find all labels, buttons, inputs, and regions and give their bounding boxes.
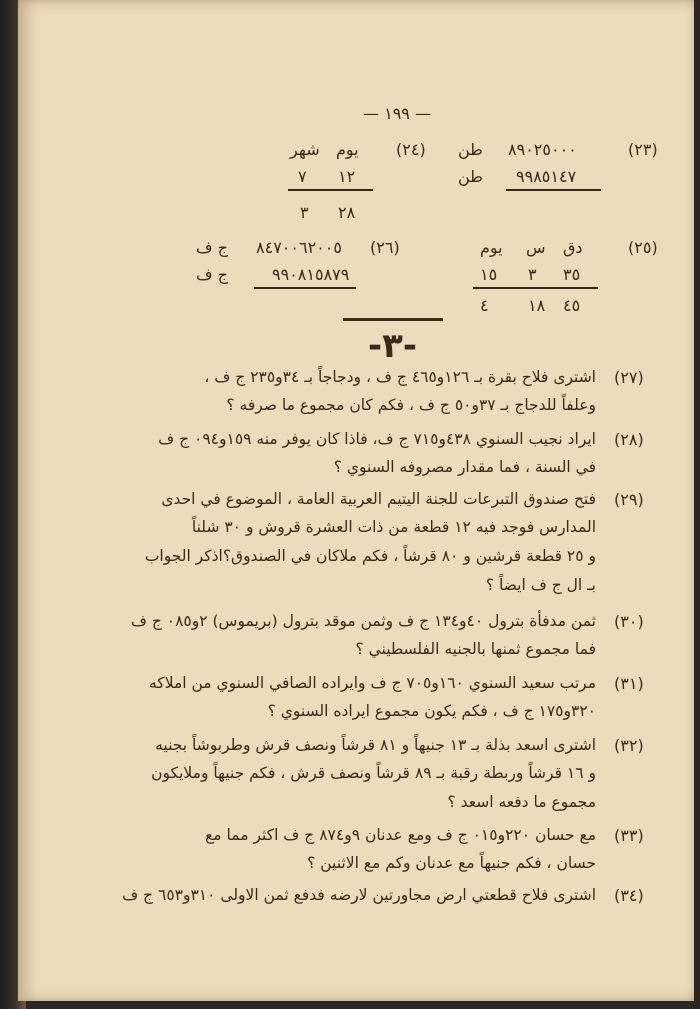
problem-32-line-1: اشترى اسعد بذلة بـ ١٣ جنيهاً و ٨١ قرشاً ونصف قرش وطربوشاً بجنيه bbox=[155, 736, 596, 754]
problem-26-value-2: ٩٩٠٨١٥٨٧٩ bbox=[272, 265, 350, 284]
problem-27-line-1: اشترى فلاح بقرة بـ ١٢٦و٤٦٥ ج ف ، ودجاجاً بـ ٣٤و٢٣٥ ج ف ، bbox=[204, 368, 596, 386]
problem-24-row1-month: ٧ bbox=[298, 167, 307, 186]
problem-34-line-1: اشترى فلاح قطعتي ارض مجاورتين لارضه فدفع ثمن الاولى ٣١٠و٦٥٣ ج ف bbox=[122, 886, 596, 904]
problem-23-sum-line bbox=[506, 189, 601, 191]
problem-27-number: (٢٧) bbox=[614, 368, 644, 387]
problem-25-row2-min: ٤٥ bbox=[563, 296, 581, 315]
problem-25-header-day: يوم bbox=[480, 238, 503, 257]
problem-30-line-1: ثمن مدفأة بترول ٤٠و١٣٤ ج ف وثمن موقد بترول (بريموس) ٢و٠٨٥ ج ف bbox=[130, 612, 596, 630]
problem-25-number: (٢٥) bbox=[628, 238, 658, 257]
problem-23-value-1: ٨٩٠٢٥٠٠٠ bbox=[508, 140, 577, 159]
problem-25-header-min: دق bbox=[563, 238, 583, 257]
problem-26-unit-2: ج ف bbox=[196, 265, 228, 284]
problem-25-sum-line bbox=[473, 287, 598, 289]
section-divider bbox=[343, 318, 443, 321]
problem-25-row2-hour: ١٨ bbox=[528, 296, 546, 315]
problem-28-line-1: ايراد نجيب السنوي ٤٣٨و٧١٥ ج ف، فاذا كان يوفر منه ١٥٩و٠٩٤ ج ف bbox=[158, 430, 596, 448]
problem-31-line-2: ٣٢٠و١٧٥ ج ف ، فكم يكون مجموع ايراده السنوي ؟ bbox=[267, 702, 596, 720]
problem-27-line-2: وعلفاً للدجاج بـ ٣٧و٥٠ ج ف ، فكم كان مجموع ما صرفه ؟ bbox=[226, 396, 596, 414]
problem-25-header-hour: س bbox=[526, 238, 546, 257]
problem-29-line-3: و ٢٥ قطعة قرشين و ٨٠ قرشاً ، فكم ملاكان في الصندوق؟اذكر الجواب bbox=[144, 547, 596, 565]
problem-34-number: (٣٤) bbox=[614, 886, 644, 905]
problem-29-line-2: المدارس فوجد فيه ١٢ قطعة من ذات العشرة قروش و ٣٠ شلناً bbox=[191, 518, 596, 536]
problem-23-number: (٢٣) bbox=[628, 140, 658, 159]
problem-31-number: (٣١) bbox=[614, 674, 644, 693]
problem-29-line-1: فتح صندوق التبرعات للجنة اليتيم العربية العامة ، الموضوع في احدى bbox=[161, 490, 596, 508]
problem-26-number: (٢٦) bbox=[370, 238, 400, 257]
problem-33-number: (٣٣) bbox=[614, 826, 644, 845]
problem-32-line-2: و ١٦ قرشاً وربطة رقبة بـ ٨٩ قرشاً ونصف قرش ، فكم جنيهاً وملايكون bbox=[151, 764, 596, 782]
problem-30-number: (٣٠) bbox=[614, 612, 644, 631]
problem-32-number: (٣٢) bbox=[614, 736, 644, 755]
problem-24-row2-month: ٣ bbox=[300, 203, 309, 222]
problem-30-line-2: فما مجموع ثمنها بالجنيه الفلسطيني ؟ bbox=[355, 640, 596, 658]
problem-24-header-month: شهر bbox=[290, 140, 320, 159]
problem-24-sum-line bbox=[288, 189, 373, 191]
problem-25-row1-day: ١٥ bbox=[480, 265, 498, 284]
problem-31-line-1: مرتب سعيد السنوي ١٦٠و٧٠٥ ج ف وايراده الصافي السنوي من املاكه bbox=[149, 674, 596, 692]
problem-23-value-2: ٩٩٨٥١٤٧ bbox=[516, 167, 577, 186]
problem-24-number: (٢٤) bbox=[396, 140, 426, 159]
problem-23-unit-1: طن bbox=[458, 140, 483, 159]
problem-26-value-1: ٨٤٧٠٠٦٢٠٠٥ bbox=[256, 238, 342, 257]
problem-24-row2-day: ٢٨ bbox=[338, 203, 356, 222]
problem-32-line-3: مجموع ما دفعه اسعد ؟ bbox=[447, 793, 596, 811]
book-page bbox=[18, 0, 694, 1001]
problem-28-number: (٢٨) bbox=[614, 430, 644, 449]
problem-26-sum-line bbox=[254, 287, 356, 289]
problem-33-line-2: حسان ، فكم جنيهاً مع عدنان وكم مع الاثنين ؟ bbox=[307, 854, 596, 872]
problem-24-header-day: يوم bbox=[336, 140, 359, 159]
problem-26-unit-1: ج ف bbox=[196, 238, 228, 257]
problem-23-unit-2: طن bbox=[458, 167, 483, 186]
problem-25-row1-min: ٣٥ bbox=[563, 265, 581, 284]
problem-25-row1-hour: ٣ bbox=[528, 265, 537, 284]
problem-24-row1-day: ١٢ bbox=[338, 167, 356, 186]
problem-25-row2-day: ٤ bbox=[480, 296, 489, 315]
section-marker: -٣- bbox=[368, 326, 418, 366]
problem-33-line-1: مع حسان ٢٢٠و٠١٥ ج ف ومع عدنان ٩و٨٧٤ ج ف اكثر مما مع bbox=[205, 826, 596, 844]
problem-28-line-2: في السنة ، فما مقدار مصروفه السنوي ؟ bbox=[333, 458, 596, 476]
problem-29-line-4: بـ ال ج ف ايضاً ؟ bbox=[485, 576, 596, 594]
problem-29-number: (٢٩) bbox=[614, 490, 644, 509]
page-number: — ١٩٩ — bbox=[363, 104, 431, 123]
